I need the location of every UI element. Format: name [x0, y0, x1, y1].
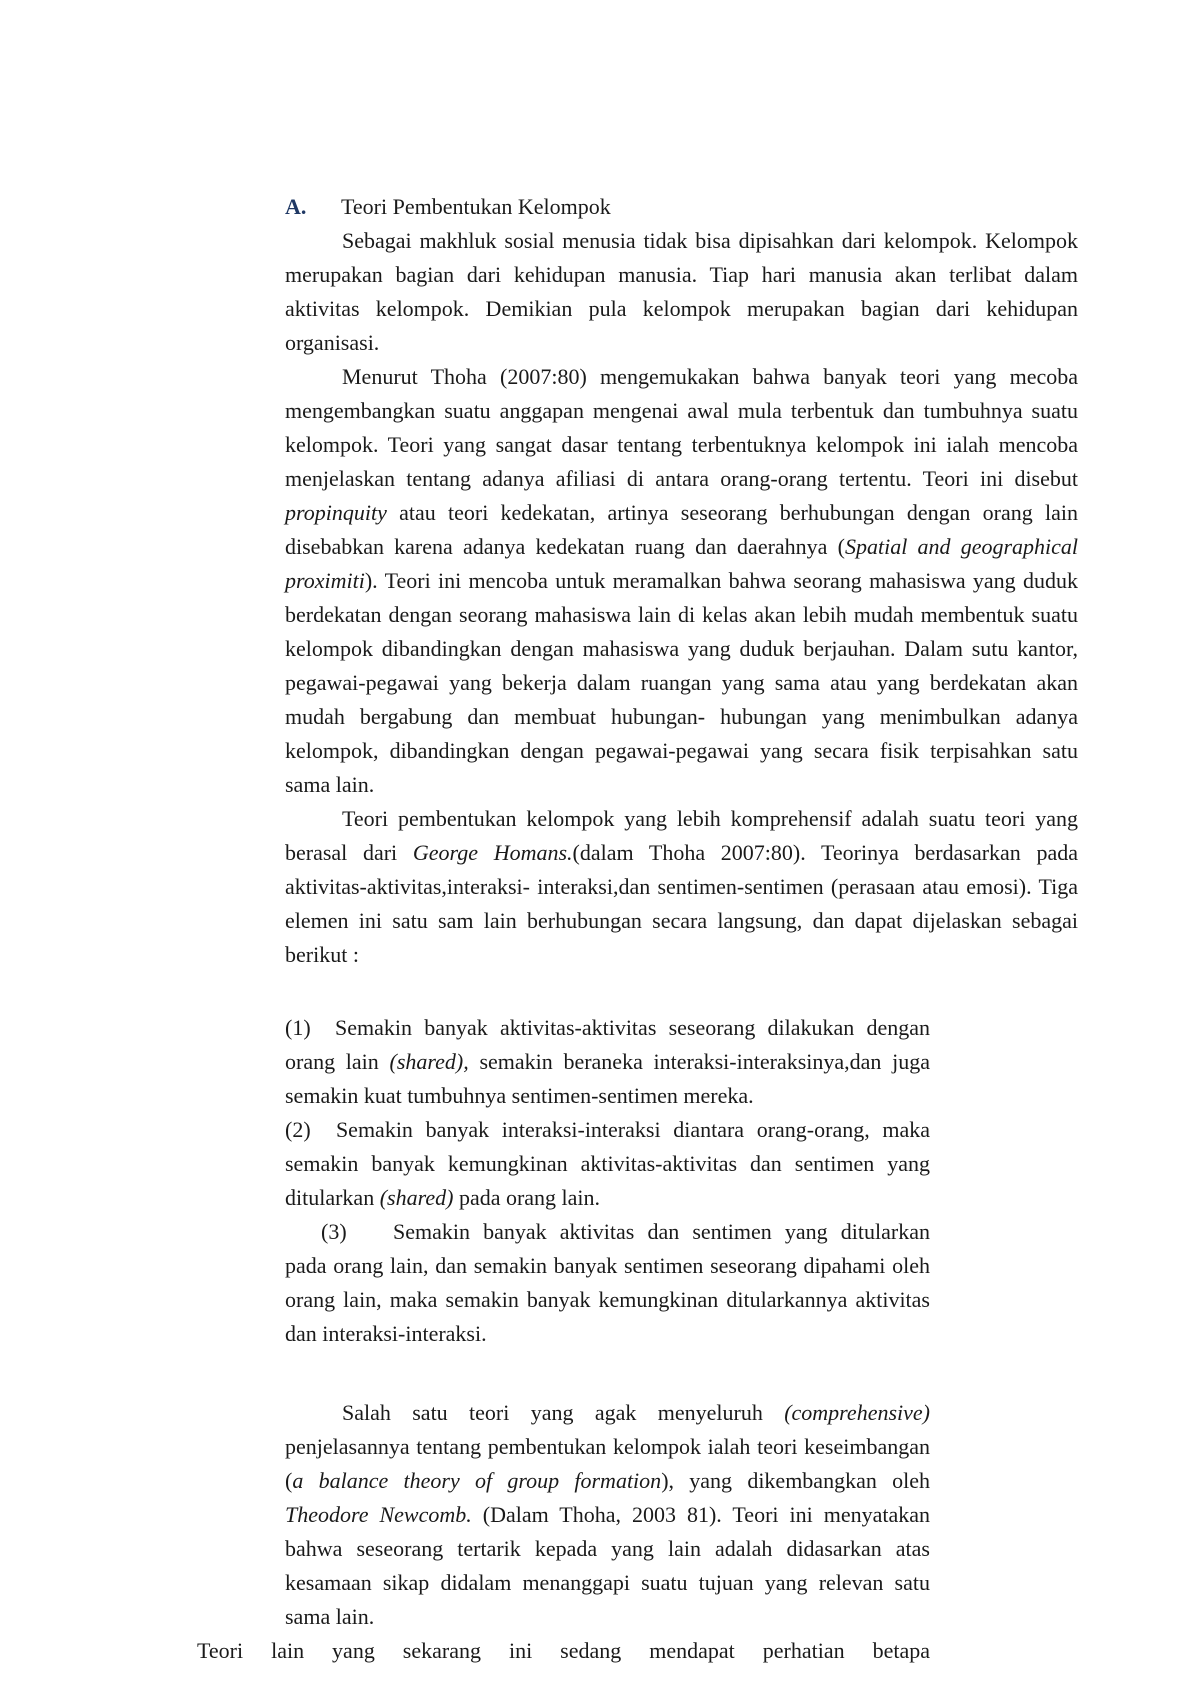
- p4-term-comprehensive: (comprehensive): [784, 1400, 930, 1425]
- list-item-1-text-a: Semakin banyak aktivitas-aktivitas seseorang dilakukan dengan orang lain: [285, 1015, 936, 1074]
- p2-text-c: atau teori kedekatan, artinya seseorang berhubungan dengan orang lain disebabkan karena adanya kedekatan ruang dan daerahnya (: [285, 500, 1078, 559]
- p4-term-newcomb: Theodore Newcomb.: [285, 1502, 472, 1527]
- p4-text-e: ), yang dikembangkan oleh: [661, 1468, 930, 1493]
- paragraph-1: Sebagai makhluk sosial menusia tidak bisa dipisahkan dari kelompok. Kelompok merupakan bagian dari kehidupan manusia. Tiap hari manusia akan terlibat dalam aktivitas kelompok. Demikian pula kelompok merupakan bagian dari kehidupan organisasi.: [285, 228, 1078, 355]
- list-number: (1): [285, 1015, 311, 1040]
- p4-text-c: penjelasannya tentang pembentukan kelompok ialah teori keseimbangan (: [285, 1434, 930, 1493]
- numbered-list: [285, 1011, 936, 1351]
- section-title: Teori Pembentukan Kelompok: [341, 194, 611, 219]
- p2-term-propinquity: propinquity: [285, 500, 387, 525]
- paragraph-4: [285, 1396, 930, 1634]
- p3-text-c: (dalam Thoha 2007:80). Teorinya berdasarkan pada aktivitas-aktivitas,interaksi- interaksi,dan sentimen-sentimen (perasaan atau emosi). Tiga elemen ini satu sam lain berhubungan secara langsung, dan dapat dijelaskan sebagai berikut :: [285, 840, 1079, 967]
- p4-term-balance: a balance theory of group formation: [292, 1468, 662, 1493]
- list-item-1-text-c: semakin beraneka interaksi-interaksinya,dan juga semakin kuat tumbuhnya sentimen-sentimen mereka.: [285, 1049, 930, 1108]
- list-number: (2): [285, 1117, 311, 1142]
- main-body: [285, 224, 1078, 972]
- list-item-1: [285, 1011, 936, 1113]
- p2-text-e: ). Teori ini mencoba untuk meramalkan bahwa seorang mahasiswa yang duduk berdekatan dengan seorang mahasiswa lain di kelas akan lebih mudah membentuk suatu kelompok dibandingkan dengan mahasiswa yang duduk berjauhan. Dalam sutu kantor, pegawai-pegawai yang bekerja dalam ruangan yang sama atau yang berdekatan akan mudah bergabung dan membuat hubungan- hubungan yang menimbulkan adanya kelompok, dibandingkan dengan pegawai-pegawai yang secara fisik terpisahkan satu sama lain.: [285, 568, 1078, 797]
- paragraph-2: [285, 360, 1078, 802]
- list-item-2-text-c: pada orang lain.: [453, 1185, 601, 1210]
- p2-term-spatial: Spatial and geographical proximiti: [285, 534, 1079, 593]
- section-heading: [285, 190, 1085, 224]
- list-item-3-text: Semakin banyak aktivitas dan sentimen yang ditularkan pada orang lain, dan semakin banyak sentimen seseorang dipahami oleh orang lain, maka semakin banyak kemungkinan ditularkannya aktivitas dan interaksi-interaksi.: [285, 1219, 930, 1346]
- list-item-1-term: (shared),: [389, 1049, 469, 1074]
- p4-text-g: (Dalam Thoha, 2003 81). Teori ini menyatakan bahwa seseorang tertarik kepada yang lain adalah didasarkan atas kesamaan sikap didalam menanggapi suatu tujuan yang relevan satu sama lain.: [285, 1502, 930, 1629]
- p3-text-a: Teori pembentukan kelompok yang lebih komprehensif adalah suatu teori yang berasal dari: [285, 806, 1078, 865]
- list-item-2-text-a: Semakin banyak interaksi-interaksi diantara orang-orang, maka semakin banyak kemungkinan aktivitas-aktivitas dan sentimen yang ditularkan: [285, 1117, 936, 1210]
- list-item-2-term: (shared): [379, 1185, 454, 1210]
- paragraph-3: [285, 802, 1078, 972]
- p4-text-a: Salah satu teori yang agak menyeluruh: [342, 1400, 785, 1425]
- p3-term-homans: George Homans.: [412, 840, 573, 865]
- balance-theory-paragraph: [285, 1396, 930, 1634]
- list-item-2: [285, 1113, 936, 1215]
- p2-text-a: Menurut Thoha (2007:80) mengemukakan bahwa banyak teori yang mecoba mengembangkan suatu anggapan mengenai awal mula terbentuk dan tumbuhnya suatu kelompok. Teori yang sangat dasar tentang terbentuknya kelompok ini ialah mencoba menjelaskan tentang adanya afiliasi di antara orang-orang tertentu. Teori ini disebut: [285, 364, 1078, 491]
- section-letter: A.: [285, 194, 307, 219]
- list-number: (3): [321, 1219, 347, 1244]
- list-item-3: [285, 1215, 930, 1351]
- final-line: Teori lain yang sekarang ini sedang mendapat perhatian betapa: [197, 1638, 930, 1663]
